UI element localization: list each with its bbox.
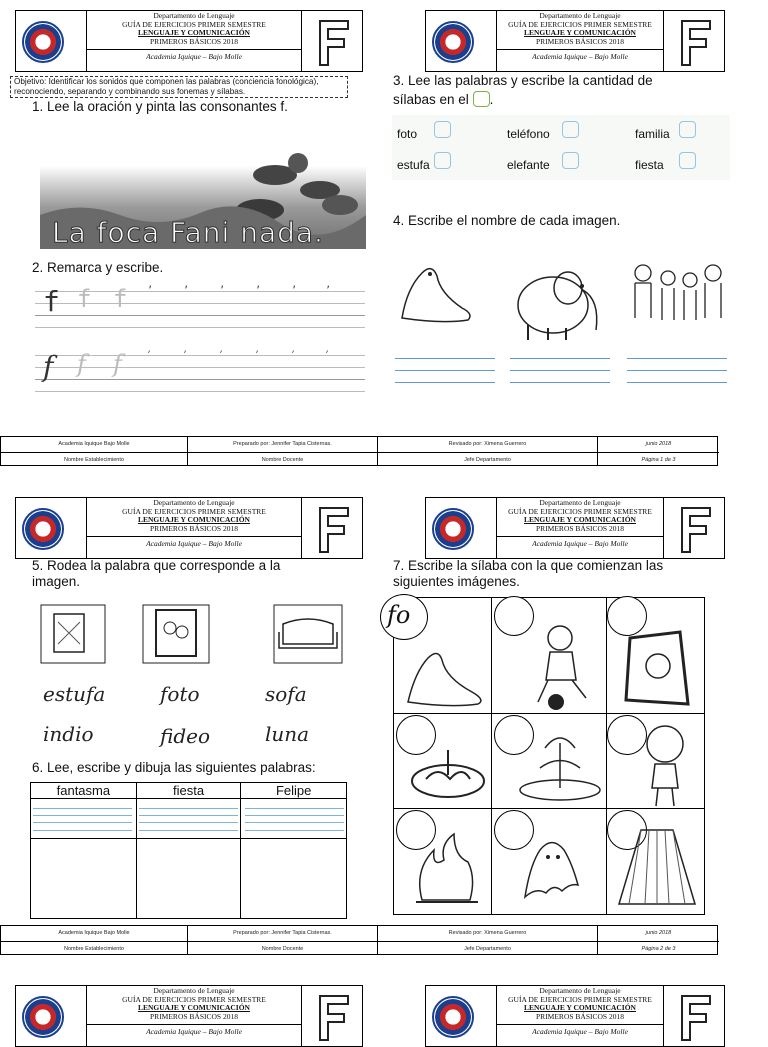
header-academy: Academia Iquique – Bajo Molle — [87, 1024, 301, 1037]
word-familia: familia — [635, 127, 670, 141]
academy-logo-icon — [22, 508, 64, 550]
footer-cell — [597, 437, 719, 465]
writing-line — [33, 815, 132, 816]
tracing-letter-f[interactable]: ʼ — [255, 350, 259, 361]
page-footer — [0, 925, 718, 955]
q6-table — [30, 782, 347, 919]
writing-line — [33, 822, 132, 823]
writing-line — [245, 830, 344, 831]
objective-text: Objetivo: Identificar los sonidos que componen las palabras (conciencia fonológica), reconociendo, separando y combinando sus fonemas y sílabas. — [14, 77, 319, 96]
academy-logo-icon — [432, 508, 474, 550]
page-header — [425, 985, 725, 1047]
header-guide: GUÍA DE EJERCICIOS PRIMER SEMESTRE — [122, 19, 266, 29]
portrait-frame-icon — [620, 628, 696, 710]
writing-line — [139, 808, 238, 809]
header-guide: GUÍA DE EJERCICIOS PRIMER SEMESTRE — [508, 19, 652, 29]
q5-title-line1: 5. Rodea la palabra que corresponde a la — [32, 558, 281, 573]
q1-title: 1. Lee la oración y pinta las consonantes f. — [32, 99, 288, 114]
tracing-letter-f[interactable]: ʼ — [183, 350, 187, 361]
writing-line — [245, 808, 344, 809]
q6-write-fiesta[interactable] — [136, 799, 241, 839]
football-boy-icon — [520, 620, 598, 712]
syllable-box-elefante[interactable] — [562, 152, 579, 169]
tracing-letter-f[interactable]: ʼ — [291, 350, 295, 361]
tracing-letter-f[interactable]: f — [43, 285, 60, 318]
seal-illustration — [40, 145, 366, 249]
writing-line[interactable] — [510, 382, 610, 383]
header-subject: LENGUAJE Y COMUNICACIÓN — [524, 515, 636, 525]
fire-icon — [410, 830, 484, 908]
q5-title — [32, 558, 280, 590]
page-header — [15, 497, 363, 559]
tracing-letter-f[interactable]: f — [113, 285, 128, 313]
header-info — [496, 11, 664, 71]
word-elefante: elefante — [507, 158, 550, 172]
header-dept: Departamento de Lenguaje — [153, 11, 235, 20]
sofa-icon — [273, 604, 343, 664]
footer-cell — [377, 437, 597, 465]
footer-cell — [597, 926, 719, 954]
writing-line — [139, 822, 238, 823]
page-header — [15, 10, 363, 72]
tracing-letter-f[interactable]: ʼ — [325, 285, 332, 296]
footer-value: Preparado por: Jennifer Tapia Cisternas. — [233, 441, 332, 447]
tracing-letter-f[interactable]: ʼ — [255, 285, 262, 296]
footer-label: Página 2 de 3 — [598, 941, 719, 956]
header-dept: Departamento de Lenguaje — [539, 986, 621, 995]
letter-f-icon — [314, 17, 354, 67]
header-level: PRIMEROS BÁSICOS 2018 — [536, 523, 624, 533]
tracing-letter-f[interactable]: ʼ — [219, 285, 226, 296]
q6-draw-fiesta[interactable] — [136, 839, 241, 919]
seal-icon-2 — [400, 640, 488, 710]
footer-cell — [1, 926, 187, 954]
footer-value: Revisado por: Ximena Guerrero — [448, 441, 527, 447]
academy-logo-icon — [22, 21, 64, 63]
writing-line[interactable] — [395, 382, 495, 383]
q3-title-dot: . — [489, 92, 494, 107]
header-academy: Academia Iquique – Bajo Molle — [497, 49, 663, 62]
header-guide: GUÍA DE EJERCICIOS PRIMER SEMESTRE — [122, 506, 266, 516]
syllable-box-familia[interactable] — [679, 121, 696, 138]
word-foto: foto — [397, 127, 418, 141]
word-choice-luna[interactable]: luna — [265, 722, 310, 746]
writing-line[interactable] — [510, 358, 610, 359]
footer-label: Nombre Establecimiento — [1, 452, 187, 467]
footer-cell — [1, 437, 187, 465]
writing-line — [245, 822, 344, 823]
footer-value: Revisado por: Ximena Guerrero — [448, 930, 527, 936]
header-academy: Academia Iquique – Bajo Molle — [497, 536, 663, 549]
q3-title-line2: sílabas en el — [393, 92, 469, 107]
writing-line — [139, 830, 238, 831]
academy-logo-icon — [432, 21, 474, 63]
header-academy: Academia Iquique – Bajo Molle — [87, 49, 301, 62]
academy-logo-icon — [22, 996, 64, 1038]
tracing-letter-f[interactable]: f — [113, 350, 122, 378]
tracing-letter-f[interactable]: ʼ — [325, 350, 329, 361]
photo-frame-icon — [142, 604, 210, 664]
footer-cell — [187, 437, 377, 465]
q6-col-fantasma: fantasma — [31, 783, 137, 799]
q7-title — [393, 558, 663, 590]
header-level: PRIMEROS BÁSICOS 2018 — [150, 36, 238, 46]
footer-label: Jefe Departamento — [378, 452, 597, 467]
footer-label: Nombre Docente — [188, 941, 377, 956]
header-guide: GUÍA DE EJERCICIOS PRIMER SEMESTRE — [508, 994, 652, 1004]
q6-draw-fantasma[interactable] — [31, 839, 137, 919]
header-subject: LENGUAJE Y COMUNICACIÓN — [138, 1003, 250, 1013]
q6-write-fantasma[interactable] — [31, 799, 137, 839]
footer-label: Página 1 de 3 — [598, 452, 719, 467]
header-info — [86, 11, 302, 71]
page-header — [425, 10, 725, 72]
objective-box — [10, 76, 348, 98]
header-dept: Departamento de Lenguaje — [539, 498, 621, 507]
tracing-letter-f[interactable]: ʼ — [183, 285, 190, 296]
header-dept: Departamento de Lenguaje — [539, 11, 621, 20]
header-subject: LENGUAJE Y COMUNICACIÓN — [524, 28, 636, 38]
page-header — [15, 985, 363, 1047]
writing-line[interactable] — [627, 370, 727, 371]
syllable-box-estufa[interactable] — [434, 152, 451, 169]
q6-write-felipe[interactable] — [241, 799, 347, 839]
word-telefono: teléfono — [507, 127, 550, 141]
footer-value: junio 2018 — [645, 441, 672, 447]
tracing-letter-f[interactable]: ʼ — [147, 285, 154, 296]
ghost-icon — [510, 835, 590, 905]
header-guide: GUÍA DE EJERCICIOS PRIMER SEMESTRE — [508, 506, 652, 516]
header-level: PRIMEROS BÁSICOS 2018 — [536, 1011, 624, 1021]
word-choice-indio[interactable]: indio — [43, 722, 94, 746]
header-guide: GUÍA DE EJERCICIOS PRIMER SEMESTRE — [122, 994, 266, 1004]
header-dept: Departamento de Lenguaje — [153, 986, 235, 995]
letter-f-icon — [314, 504, 354, 554]
tracing-letter-f[interactable]: ʼ — [291, 285, 298, 296]
letter-f-icon — [314, 992, 354, 1042]
tracing-area — [35, 285, 365, 410]
header-academy: Academia Iquique – Bajo Molle — [497, 1024, 663, 1037]
q6-col-fiesta: fiesta — [136, 783, 241, 799]
seal-banner-text: La foca Fani nada. — [52, 216, 324, 249]
footer-label: Nombre Docente — [188, 452, 377, 467]
header-dept: Departamento de Lenguaje — [153, 498, 235, 507]
header-info — [496, 498, 664, 558]
header-subject: LENGUAJE Y COMUNICACIÓN — [138, 515, 250, 525]
word-estufa: estufa — [397, 158, 430, 172]
q6-col-felipe: Felipe — [241, 783, 347, 799]
syllable-circle-1[interactable] — [380, 594, 428, 640]
q3-title-line1: 3. Lee las palabras y escribe la cantidad de — [393, 73, 653, 88]
header-subject: LENGUAJE Y COMUNICACIÓN — [524, 1003, 636, 1013]
footer-label: Nombre Establecimiento — [1, 941, 187, 956]
word-choice-sofa[interactable]: sofa — [265, 682, 307, 706]
writing-line[interactable] — [627, 382, 727, 383]
academy-logo-icon — [432, 996, 474, 1038]
header-level: PRIMEROS BÁSICOS 2018 — [150, 523, 238, 533]
q5-title-line2: imagen. — [32, 574, 81, 589]
syllable-example: fo — [387, 601, 411, 629]
writing-line — [245, 815, 344, 816]
word-choice-foto[interactable]: foto — [160, 682, 200, 706]
letter-f-icon — [676, 17, 716, 67]
seal-icon — [392, 258, 476, 330]
header-info — [496, 986, 664, 1046]
syllable-box-fiesta[interactable] — [679, 152, 696, 169]
fountain-icon — [515, 728, 605, 803]
spaghetti-icon — [408, 745, 488, 800]
laughing-girl-icon — [630, 722, 700, 808]
header-info — [86, 986, 302, 1046]
writing-line[interactable] — [510, 370, 610, 371]
q6-title: 6. Lee, escribe y dibuja las siguientes palabras: — [32, 760, 316, 775]
writing-line — [33, 830, 132, 831]
q6-draw-felipe[interactable] — [241, 839, 347, 919]
footer-value: junio 2018 — [645, 930, 672, 936]
q7-title-line2: siguientes imágenes. — [393, 574, 520, 589]
word-choice-fideo[interactable]: fideo — [160, 724, 211, 748]
footer-value: Academia Iquique Bajo Molle — [58, 930, 130, 936]
elephant-icon — [508, 260, 604, 342]
page-header — [425, 497, 725, 559]
footer-cell — [187, 926, 377, 954]
family-icon — [628, 258, 732, 340]
writing-line — [33, 808, 132, 809]
footer-cell — [377, 926, 597, 954]
word-choice-estufa[interactable]: estufa — [43, 682, 106, 706]
skirt-icon — [615, 820, 699, 912]
syllable-box-foto[interactable] — [434, 121, 451, 138]
q7-title-line1: 7. Escribe la sílaba con la que comienzan las — [393, 558, 664, 573]
header-level: PRIMEROS BÁSICOS 2018 — [150, 1011, 238, 1021]
q4-title: 4. Escribe el nombre de cada imagen. — [393, 213, 621, 228]
page-footer — [0, 436, 718, 466]
header-info — [86, 498, 302, 558]
tracing-letter-f[interactable]: f — [77, 285, 92, 313]
green-box-icon — [473, 91, 490, 107]
syllable-panel — [392, 115, 730, 180]
header-level: PRIMEROS BÁSICOS 2018 — [536, 36, 624, 46]
header-academy: Academia Iquique – Bajo Molle — [87, 536, 301, 549]
writing-line[interactable] — [395, 370, 495, 371]
header-subject: LENGUAJE Y COMUNICACIÓN — [138, 28, 250, 38]
writing-line[interactable] — [395, 358, 495, 359]
syllable-box-telefono[interactable] — [562, 121, 579, 138]
word-fiesta: fiesta — [635, 158, 664, 172]
footer-value: Academia Iquique Bajo Molle — [58, 441, 130, 447]
footer-label: Jefe Departamento — [378, 941, 597, 956]
tracing-letter-f[interactable]: f — [43, 350, 54, 383]
q2-title: 2. Remarca y escribe. — [32, 260, 164, 275]
tracing-letter-f[interactable]: ʼ — [219, 350, 223, 361]
footer-value: Preparado por: Jennifer Tapia Cisternas. — [233, 930, 332, 936]
tracing-letter-f[interactable]: f — [77, 350, 86, 378]
letter-f-icon — [676, 992, 716, 1042]
q3-title — [393, 71, 703, 109]
tracing-letter-f[interactable]: ʼ — [147, 350, 151, 361]
letter-f-icon — [676, 504, 716, 554]
stove-icon — [40, 604, 106, 664]
writing-line — [139, 815, 238, 816]
writing-line[interactable] — [627, 358, 727, 359]
